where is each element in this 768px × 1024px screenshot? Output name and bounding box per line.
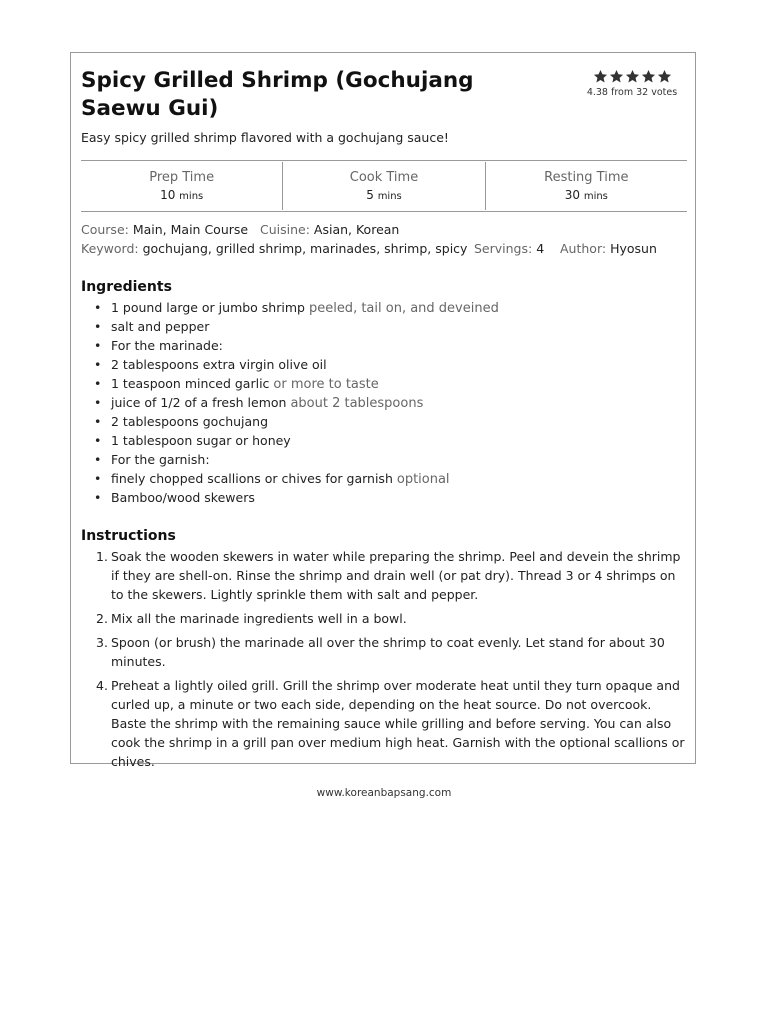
instruction-step <box>81 609 687 628</box>
cuisine-label: Cuisine: <box>260 222 310 237</box>
step-number: 1. <box>96 549 108 564</box>
prep-time-label: Prep Time <box>149 170 215 185</box>
course-label: Course: <box>81 222 129 237</box>
ingredient-item <box>81 317 499 336</box>
ingredient-item <box>81 450 499 469</box>
servings-label: Servings: <box>474 241 533 256</box>
meta-course <box>81 222 248 237</box>
step-text: Spoon (or brush) the marinade all over the shrimp to coat evenly. Let stand for about 30 minutes. <box>111 635 665 669</box>
step-number: 4. <box>96 678 108 693</box>
meta-keyword <box>81 241 467 256</box>
servings-value[interactable]: 4 <box>536 241 545 256</box>
author-label: Author: <box>560 241 607 256</box>
ingredient-text: 1 teaspoon minced garlic <box>111 376 270 391</box>
step-number: 3. <box>96 635 108 650</box>
keyword-label: Keyword: <box>81 241 139 256</box>
ingredient-item <box>81 488 499 507</box>
ingredient-text: Bamboo/wood skewers <box>111 490 255 505</box>
ingredient-note: or more to taste <box>273 377 379 392</box>
recipe-summary: Easy spicy grilled shrimp flavored with a gochujang sauce! <box>81 130 449 145</box>
prep-time <box>81 162 282 210</box>
ingredient-text: 1 tablespoon sugar or honey <box>111 433 291 448</box>
ingredient-note: about 2 tablespoons <box>290 396 424 411</box>
resting-time-label: Resting Time <box>544 170 629 185</box>
recipe-times <box>81 162 687 210</box>
recipe-title: Spicy Grilled Shrimp (Gochujang Saewu Gui) <box>81 68 474 121</box>
rating-stars[interactable] <box>577 69 687 84</box>
ingredient-text: finely chopped scallions or chives for garnish <box>111 471 393 486</box>
ingredient-note: optional <box>396 472 450 487</box>
instruction-step <box>81 547 687 604</box>
resting-time <box>485 162 687 210</box>
author-value: Hyosun <box>610 241 657 256</box>
star-icon[interactable] <box>593 69 608 84</box>
ingredient-text: For the garnish: <box>111 452 210 467</box>
step-text: Preheat a lightly oiled grill. Grill the shrimp over moderate heat until they turn opaque and curled up, a minute or two each side, depending on the heat source. Do not overcook. Baste the shrimp with the remaining sauce while grilling and before serving. You can also cook the shrimp in a grill pan over medium high heat. Garnish with the optional scallions or chives. <box>111 678 685 769</box>
ingredient-text: 1 pound large or jumbo shrimp <box>111 300 305 315</box>
meta-author <box>560 241 657 256</box>
prep-time-value: 10 <box>160 188 176 202</box>
ingredient-item <box>81 374 499 393</box>
divider <box>81 211 687 212</box>
instruction-step <box>81 676 687 771</box>
keyword-value: gochujang, grilled shrimp, marinades, shrimp, spicy <box>142 241 468 256</box>
recipe-card <box>70 52 696 769</box>
ingredient-text: salt and pepper <box>111 319 210 334</box>
instructions-list <box>81 547 687 776</box>
course-value: Main, Main Course <box>132 222 249 237</box>
meta-cuisine <box>260 222 399 237</box>
cook-time-unit: mins <box>377 191 402 202</box>
meta-servings <box>474 241 544 256</box>
star-icon[interactable] <box>609 69 624 84</box>
ingredient-note: peeled, tail on, and deveined <box>308 301 499 316</box>
cook-time-label: Cook Time <box>349 170 419 185</box>
ingredient-item <box>81 393 499 412</box>
ingredient-item <box>81 469 499 488</box>
divider <box>81 160 687 161</box>
ingredient-text: juice of 1/2 of a fresh lemon <box>111 395 287 410</box>
footer-url[interactable]: www.koreanbapsang.com <box>316 787 452 799</box>
ingredient-item <box>81 355 499 374</box>
ingredient-item <box>81 298 499 317</box>
step-number: 2. <box>96 611 108 626</box>
ingredient-text: 2 tablespoons gochujang <box>111 414 269 429</box>
resting-time-unit: mins <box>583 191 608 202</box>
star-icon[interactable] <box>657 69 672 84</box>
instructions-heading: Instructions <box>81 528 176 544</box>
star-icon[interactable] <box>625 69 640 84</box>
prep-time-unit: mins <box>179 191 204 202</box>
star-icon[interactable] <box>641 69 656 84</box>
ingredient-item <box>81 431 499 450</box>
instruction-step <box>81 633 687 671</box>
ingredient-text: For the marinade: <box>111 338 223 353</box>
ingredient-item <box>81 336 499 355</box>
resting-time-value: 30 <box>564 188 580 202</box>
ingredients-list <box>81 298 499 507</box>
rating <box>577 69 687 98</box>
step-text: Mix all the marinade ingredients well in a bowl. <box>111 611 407 626</box>
cuisine-value: Asian, Korean <box>313 222 400 237</box>
ingredients-heading: Ingredients <box>81 279 172 295</box>
rating-summary: 4.38 from 32 votes <box>586 87 678 98</box>
ingredient-item <box>81 412 499 431</box>
ingredient-text: 2 tablespoons extra virgin olive oil <box>111 357 327 372</box>
cook-time-value: 5 <box>366 188 374 202</box>
step-text: Soak the wooden skewers in water while preparing the shrimp. Peel and devein the shrimp if they are shell-on. Rinse the shrimp and drain well (or pat dry). Thread 3 or 4 shrimps on to the skewers. Lightly sprinkle them with salt and pepper. <box>111 549 681 602</box>
cook-time <box>282 162 484 210</box>
